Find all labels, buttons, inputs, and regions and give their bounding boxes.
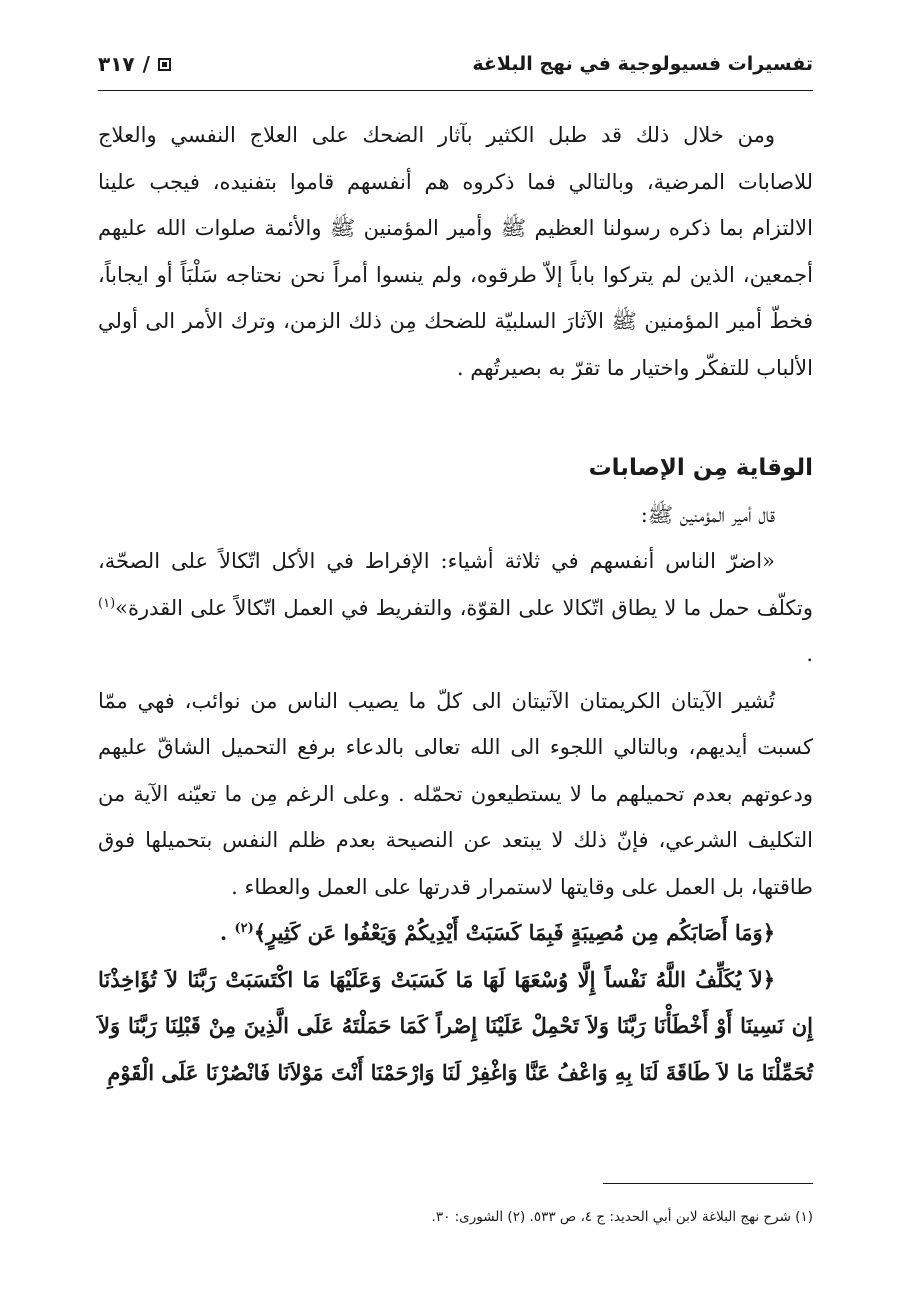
paragraph-1: ومن خلال ذلك قد طبل الكثير بآثار الضحك على العلاج النفسي والعلاج للاصابات المرضية، وبالتالي فما ذكروه هم أنفسهم قاموا بتفنيده، فيجب علينا الالتزام بما ذكره رسولنا العظيم ﷺ وأمير المؤمنين ﷺ والأئمة صلوات الله عليهم أجمعين، الذين لم يتركوا باباً إلاّ طرقوه، ولم ينسوا أمراً نحن نحتاجه سَلْبَاً أو ايجاباً، فخطّ أمير المؤمنين ﷺ الآثارَ السلبيّة للضحك مِن ذلك الزمن، وترك الأمر الى أولي الألباب للتفكّر واختيار ما تقرّ به بصيرتُهم . [98,123,813,380]
section-title: الوقاية مِن الإصابات [588,455,813,481]
section-gap [98,391,813,445]
footnotes: (١) شرح نهج البلاغة لابن أبي الحديد: ج ٤، ص ٥٣٣. (٢) الشورى: ٣٠. [431,1209,813,1225]
quote-text: «اضرّ الناس أنفسهم في ثلاثة أشياء: الإفراط في الأكل اتّكالاً على الصحّة، وتكلّف حمل ما لا يطاق اتّكالا على القوّة، والتفريط في العمل اتّكالاً على القدرة» [98,549,813,620]
page-header [98,44,813,84]
quote-end: . [806,642,813,666]
square-ornament-icon [158,58,171,71]
quote-paragraph [98,538,813,678]
verse-1-paragraph [98,910,813,957]
page-number-block [98,52,171,76]
verse-1-end: . [219,920,235,945]
page-separator: / [142,52,150,76]
page-number: ٣١٧ [98,52,135,76]
footnote-divider [603,1183,813,1184]
footnote-ref-1: (١) [98,595,116,611]
verse-1: ﴿وَمَا أَصَابَكُم مِن مُصِيبَةٍ فَبِمَا كَسَبَتْ أَيْدِيكُمْ وَيَعْفُوا عَن كَثِيرٍ﴾ [253,920,775,945]
verse-2: ﴿لاَ يُكَلِّفُ اللَّهُ نَفْساً إِلَّا وُسْعَهَا لَهَا مَا كَسَبَتْ وَعَلَيْهَا مَا اكْتَسَبَتْ رَبَّنَا لاَ تُؤَاخِذْنَا إِن نَسِينَا أَوْ أَخْطَأْنَا رَبَّنَا وَلاَ تَحْمِلْ عَلَيْنَا إِصْراً كَمَا حَمَلْتَهُ عَلَى الَّذِينَ مِنْ قَبْلِنَا رَبَّنَا وَلاَ تُحَمِّلْنَا مَا لاَ طَاقَةَ لَنَا بِهِ وَاعْفُ عَنَّا وَاغْفِرْ لَنَا وَارْحَمْنَا أَنْتَ مَوْلاَنَا فَانْصُرْنَا عَلَى الْقَوْمِ [98,966,813,1085]
running-title: تفسيرات فسيولوجية في نهج البلاغة [472,53,813,75]
main-text [98,112,813,1096]
paragraph-2: تُشير الآيتان الكريمتان الآتيتان الى كلّ ما يصيب الناس من نوائب، فهي ممّا كسبت أيديهم، وبالتالي اللجوء الى الله تعالى بالدعاء برفع التحميل الشاقّ عليهم ودعوتهم بعدم تحميلهم ما لا يستطيعون تحمّله . وعلى الرغم مِن ما تعيّنه الآية من التكليف الشرعي، فإنّ ذلك لا يبتعد عن النصيحة بعدم ظلم النفس بتحميلها فوق طاقتها، بل العمل على وقايتها لاستمرار قدرتها على العمل والعطاء . [98,688,813,899]
header-divider [98,90,813,91]
footnote-ref-2: (٢) [234,921,254,936]
quote-intro: قال أمير المؤمنين ﷺ: [640,502,775,527]
